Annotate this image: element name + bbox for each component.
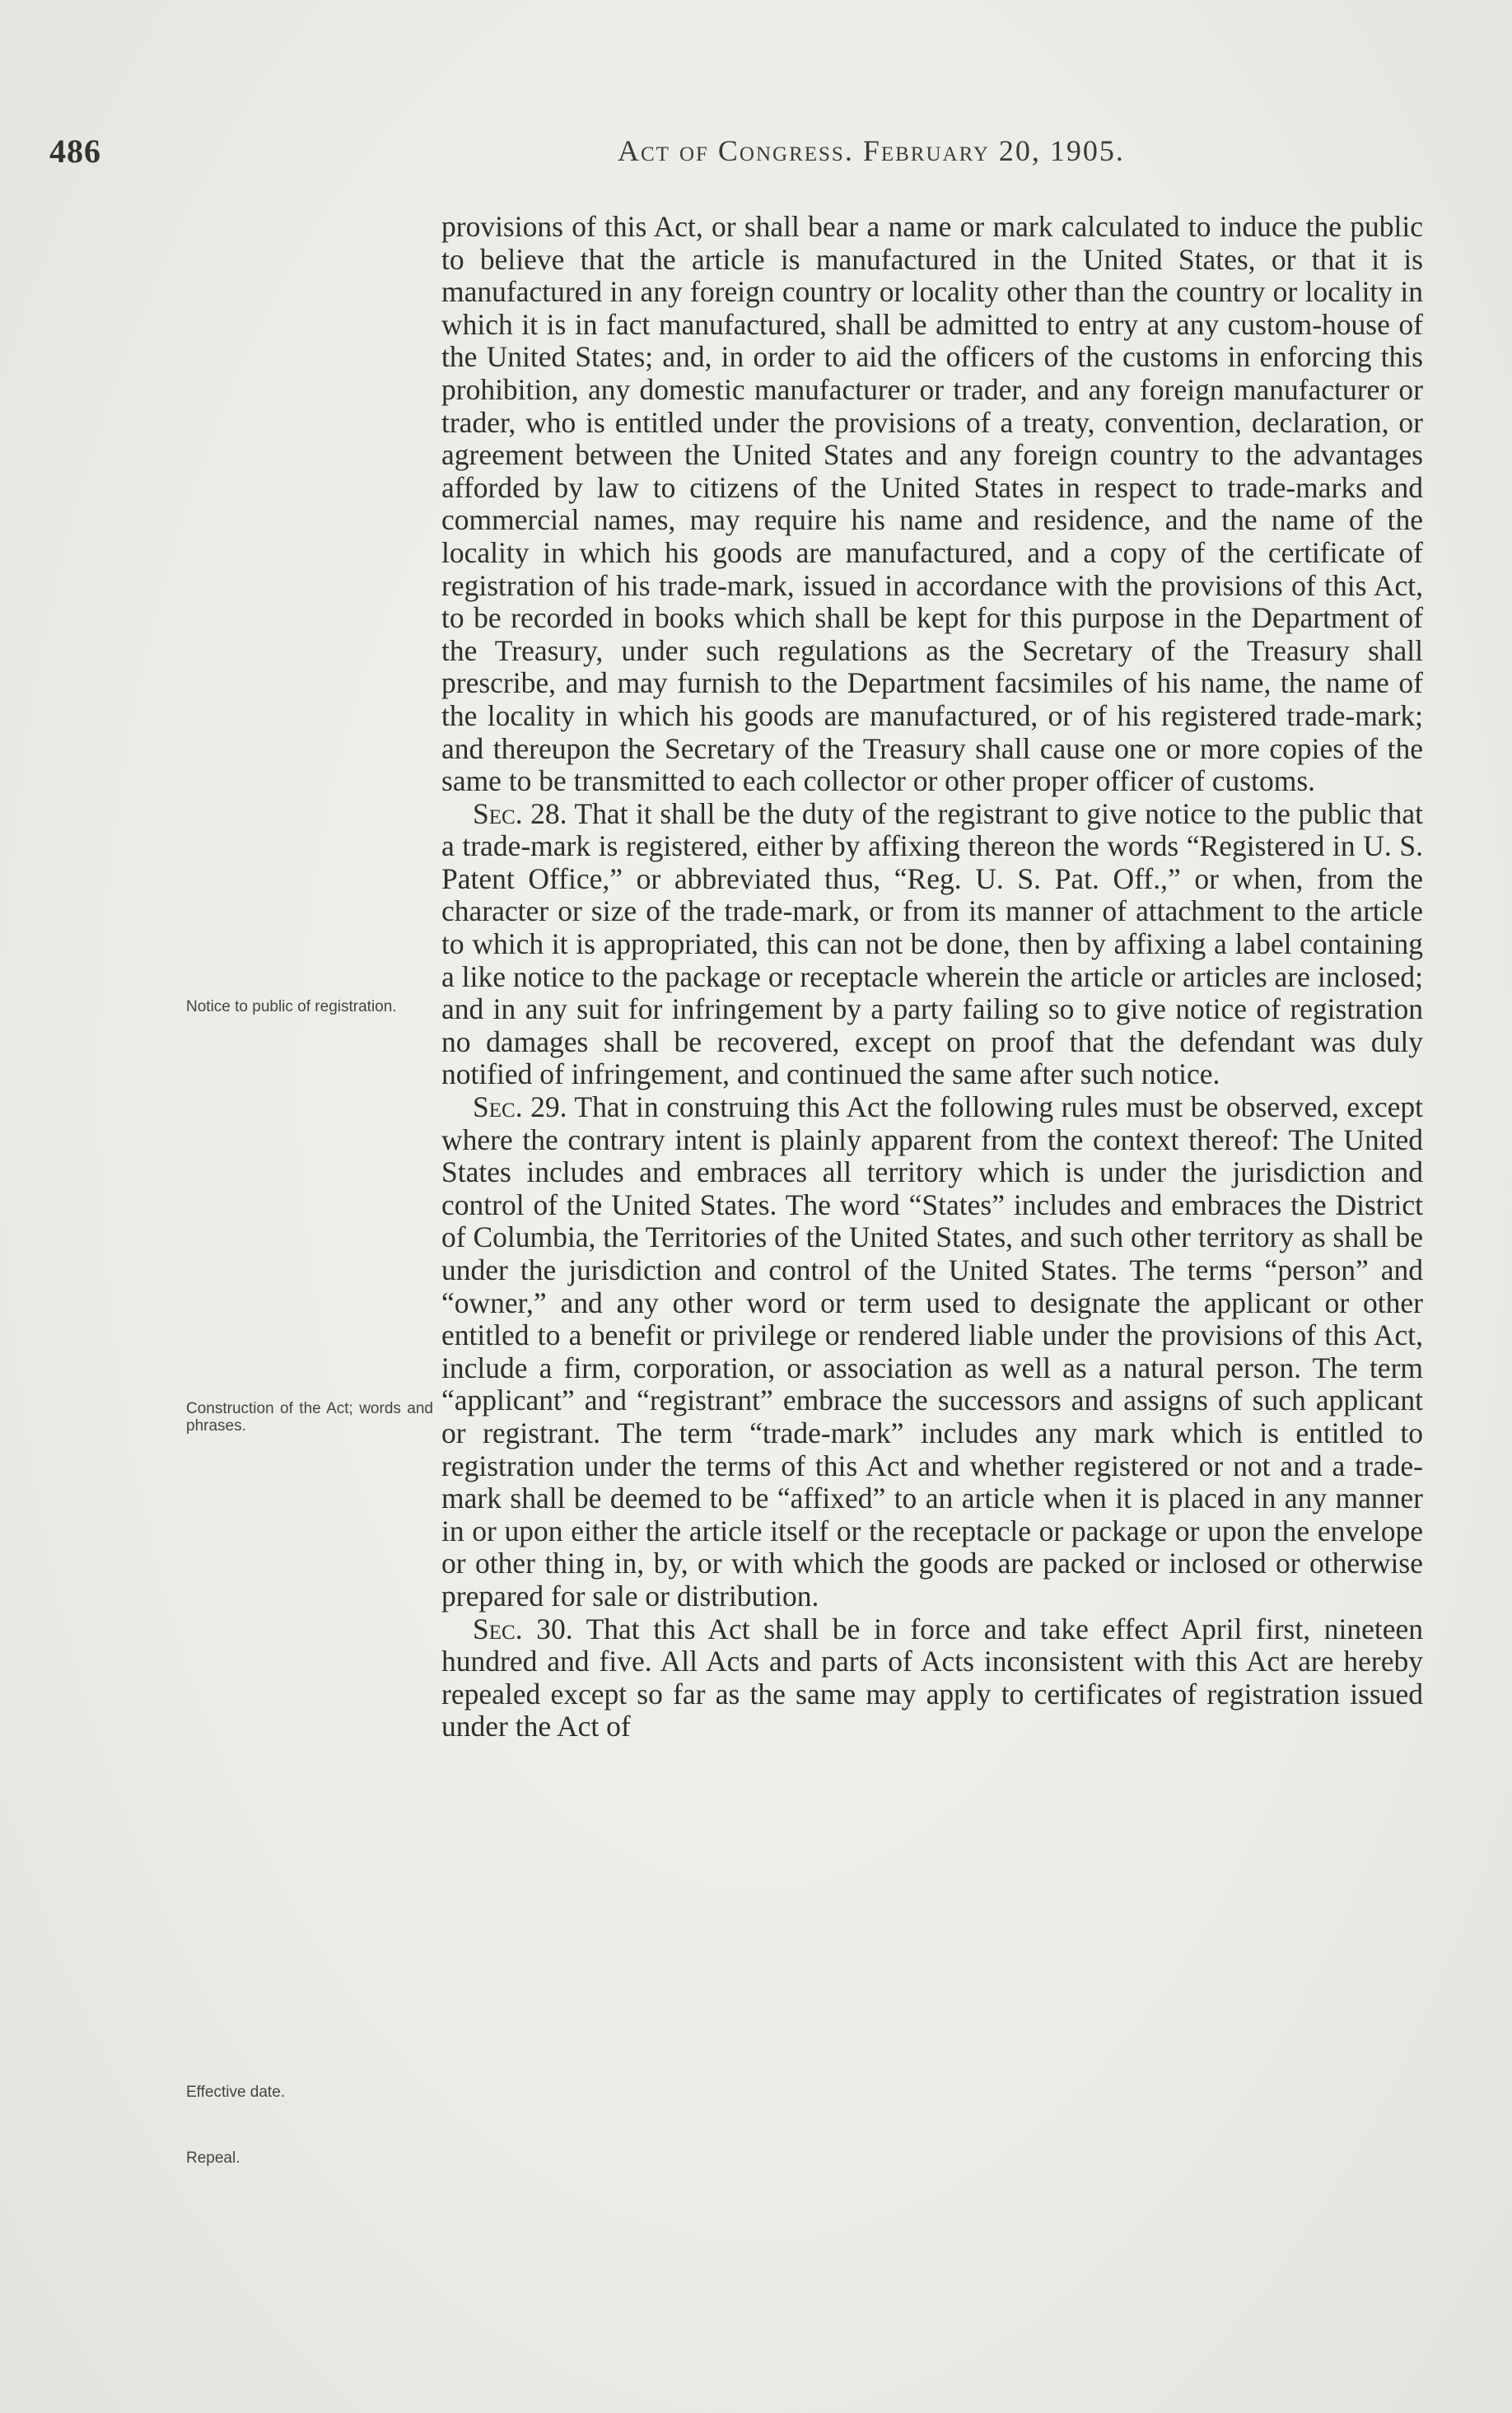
paragraph-continuation: provisions of this Act, or shall bear a name or mark calculated to induce the public to believe that the article is manufactured in the United States, or that it is manufactured in any foreign country or locality other than the country or locality in which it is in fact manufactured, shall be admitted to entry at any custom-house of the United States; and, in order to aid the officers of the customs in enforcing this prohibition, any domestic manufacturer or trader, and any foreign manufacturer or trader, who is entitled under the provisions of a treaty, convention, declaration, or agreement between the United States and any foreign country to the advantages afforded by law to citizens of the United States in respect to trade-marks and commercial names, may require his name and residence, and the name of the locality in which his goods are manufactured, and a copy of the certificate of registration of his trade-mark, issued in accordance with the provisions of this Act, to be recorded in books which shall be kept for this purpose in the Department of the Treasury, under such regulations as the Secretary of the Treasury shall prescribe, and may furnish to the Department facsimiles of his name, the name of the locality in which his goods are manufactured, or of his registered trade-mark; and thereupon the Secretary of the Treasury shall cause one or more copies of the same to be transmitted to each collector or other proper officer of customs. [441,210,1423,798]
margin-note-construction: Construction of the Act; words and phrases. [186,1400,433,1435]
section-label-30: Sec. 30. [473,1612,573,1645]
body-text [441,211,1423,1743]
section-label-28: Sec. 28. [473,796,567,830]
paragraph-sec-29 [441,1091,1423,1613]
margin-note-repeal: Repeal. [186,2149,240,2167]
margin-note-notice: Notice to public of registration. [186,998,397,1015]
running-head: Act of Congress. February 20, 1905. [618,134,1125,167]
margin-note-effective-date: Effective date. [186,2084,286,2101]
section-text-28: That it shall be the duty of the registrant to give notice to the public that a trade-mark is registered, either by affixing thereon the words “Registered in U. S. Patent Office,” or abbreviated thus, “Reg. U. S. Pat. Off.,” or when, from the character or size of the trade-mark, or from its manner of attachment to the article to which it is appropriated, this can not be done, then by affixing a label containing a like notice to the package or receptacle wherein the article or articles are inclosed; and in any suit for infringement by a party failing so to give notice of registration no damages shall be recovered, except on proof that the defendant was duly notified of infringement, and continued the same after such notice. [441,796,1423,1091]
section-text-29: That in construing this Act the following rules must be observed, except where the contrary intent is plainly apparent from the context thereof: The United States includes and embraces all territory which is under the jurisdiction and control of the United States. The word “States” includes and embraces the District of Columbia, the Territories of the United States, and such other territory as shall be under the jurisdiction and control of the United States. The terms “person” and “owner,” and any other word or term used to designate the applicant or other entitled to a benefit or privilege or rendered liable under the provisions of this Act, include a firm, corporation, or association as well as a natural person. The term “applicant” and “registrant” embrace the successors and assigns of such applicant or registrant. The term “trade-mark” includes any mark which is entitled to registration under the terms of this Act and whether registered or not and a trade-mark shall be deemed to be “affixed” to an article when it is placed in any manner in or upon either the article itself or the receptacle or package or upon the envelope or other thing in, by, or with which the goods are packed or inclosed or otherwise prepared for sale or distribution. [441,1090,1424,1613]
paragraph-sec-30 [441,1613,1423,1743]
paragraph-sec-28 [441,798,1423,1091]
page-number: 486 [49,133,101,170]
section-text-30: That this Act shall be in force and take effect April first, nineteen hundred and five. All Acts and parts of Acts inconsistent with this Act are hereby repealed except so far as the same may apply to certificates of registration issued under the Act of [441,1612,1423,1743]
section-label-29: Sec. 29. [473,1090,567,1124]
page-header [49,132,1449,173]
